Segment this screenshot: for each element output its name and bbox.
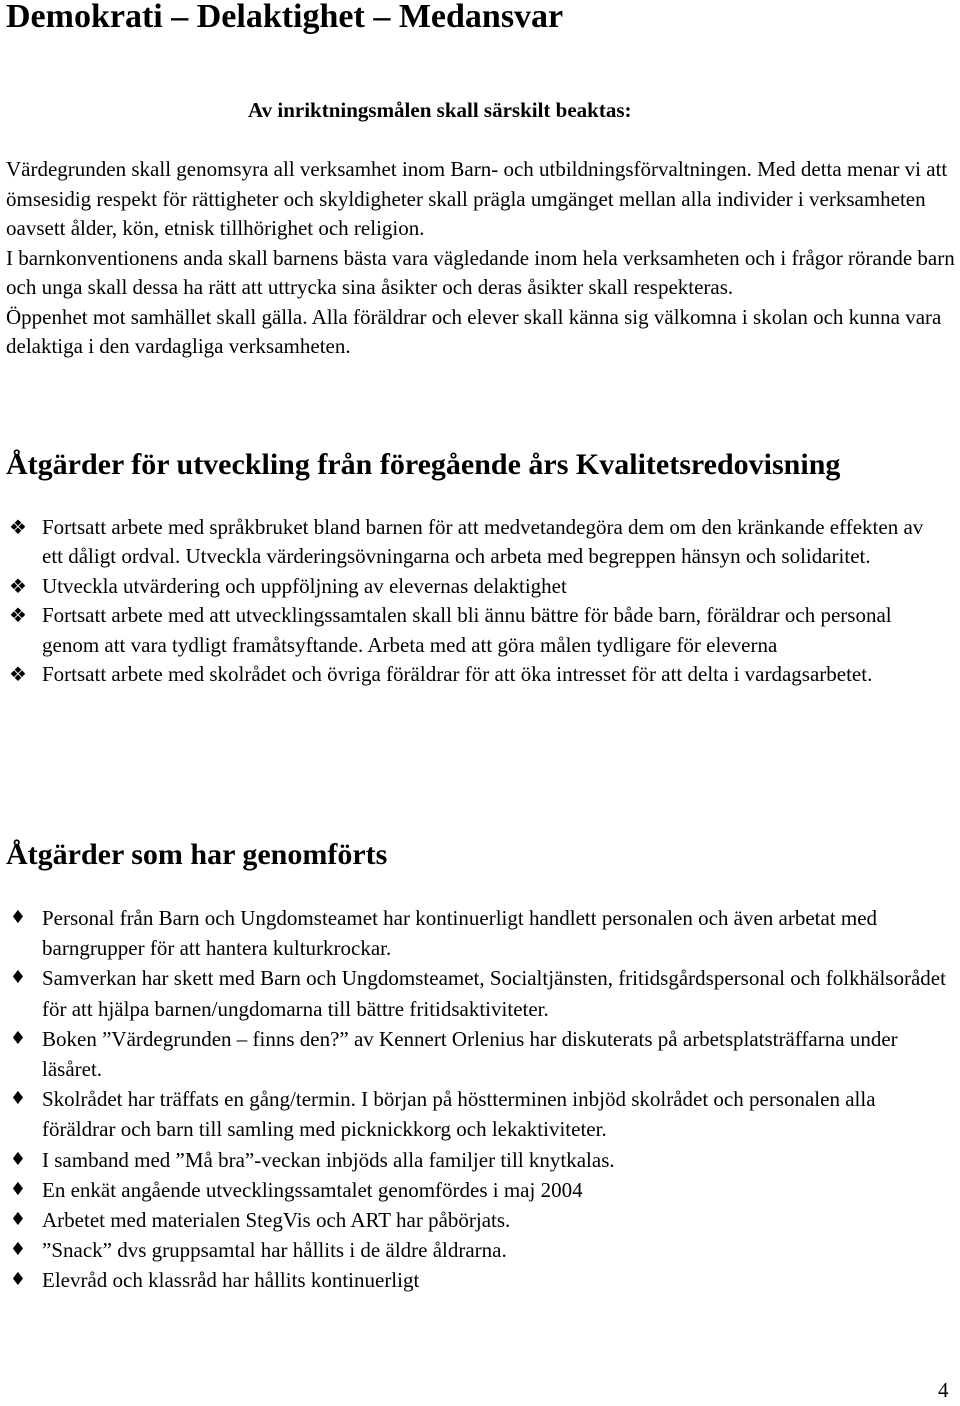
diamond-icon: ♦ [9,967,27,989]
list-item [6,963,946,1023]
list-item [6,1265,946,1295]
diamond-icon: ♦ [9,907,27,928]
page-title: Demokrati – Delaktighet – Medansvar [6,0,564,35]
list-item-text: Samverkan har skett med Barn och Ungdomsteamet, Socialtjänsten, fritidsgårdspersonal och folkhälsorådet för att hjälpa barnen/ungdomarna till bättre fritidsaktiviteter. [42,966,946,1021]
list-item-text: Fortsatt arbete med språkbruket bland barnen för att medvetandegöra dem om den kränkande effekten av ett dåligt ordval. Utveckla värderingsövningarna och arbeta med begreppen hänsyn och solidaritet. [42,515,924,569]
intro-paragraph-values: Värdegrunden skall genomsyra all verksamhet inom Barn- och utbildningsförvaltningen. Med detta menar vi att ömsesidig respekt för rättigheter och skyldigheter skall prägla umgänget mellan alla individer i verksamheten oavsett ålder, kön, etnisk tillhörighet och religion. [6,157,948,240]
diamond-icon: ♦ [9,1269,27,1291]
list-item [6,572,946,601]
list-item [6,1145,946,1175]
completed-list [6,903,946,1296]
intro-text [6,155,958,362]
list-item-text: Skolrådet har träffats en gång/termin. I början på höstterminen inbjöd skolrådet och personalen alla föräldrar och barn till samling med picknickkorg och lekaktiviteter. [42,1087,876,1142]
four-diamond-star-icon: ❖ [9,603,27,628]
diamond-icon: ♦ [9,1088,27,1110]
list-item-text: Fortsatt arbete med att utvecklingssamtalen skall bli ännu bättre för både barn, föräldrar och personal genom att vara tydligt framåtsyftande. Arbeta med att göra målen tydligare för eleverna [42,603,892,657]
completed-heading: Åtgärder som har genomförts [6,838,388,871]
intro-paragraph-child-rights: I barnkonventionens anda skall barnens bästa vara vägledande inom hela verksamheten och i frågor rörande barn och unga skall dessa ha rätt att uttrycka sina åsikter och deras åsikter skall respekteras. [6,245,955,299]
list-item-text: Elevråd och klassråd har hållits kontinuerligt [42,1268,420,1293]
diamond-icon: ♦ [9,1027,27,1049]
development-list [6,513,946,689]
four-diamond-star-icon: ❖ [9,515,27,539]
list-item [6,660,946,689]
goals-subheading: Av inriktningsmålen skall särskilt beaktas: [248,98,632,122]
list-item [6,513,946,572]
list-item [6,1205,946,1235]
diamond-icon: ♦ [9,1209,27,1231]
diamond-icon: ♦ [9,1148,27,1170]
list-item-text: I samband med ”Må bra”-veckan inbjöds alla familjer till knytkalas. [42,1147,615,1172]
list-item [6,1235,946,1265]
intro-paragraph-openness: Öppenhet mot samhället skall gälla. Alla föräldrar och elever skall känna sig välkomna i skolan och kunna vara delaktiga i den vardagliga verksamheten. [6,304,942,358]
list-item [6,903,946,963]
list-item [6,1024,946,1084]
list-item-text: Utveckla utvärdering och uppföljning av elevernas delaktighet [42,573,567,598]
list-item-text: Fortsatt arbete med skolrådet och övriga föräldrar för att öka intresset för att delta i vardagsarbetet. [42,662,873,687]
list-item-text: ”Snack” dvs gruppsamtal har hållits i de äldre åldrarna. [42,1238,507,1263]
list-item [6,1084,946,1144]
four-diamond-star-icon: ❖ [9,573,27,598]
list-item-text: En enkät angående utvecklingssamtalet genomfördes i maj 2004 [42,1177,583,1202]
list-item-text: Boken ”Värdegrunden – finns den?” av Kennert Orlenius har diskuterats på arbetsplatsträffarna under läsåret. [42,1026,898,1082]
list-item-text: Personal från Barn och Ungdomsteamet har kontinuerligt handlett personalen och även arbetat med barngrupper för att hantera kulturkrockar. [42,906,878,961]
list-item [6,601,946,660]
development-heading: Åtgärder för utveckling från föregående års Kvalitetsredovisning [6,448,841,481]
diamond-icon: ♦ [9,1239,27,1261]
list-item-text: Arbetet med materialen StegVis och ART har påbörjats. [42,1208,511,1233]
page-number: 4 [938,1378,949,1402]
list-item [6,1175,946,1205]
four-diamond-star-icon: ❖ [9,662,27,687]
diamond-icon: ♦ [9,1178,27,1200]
